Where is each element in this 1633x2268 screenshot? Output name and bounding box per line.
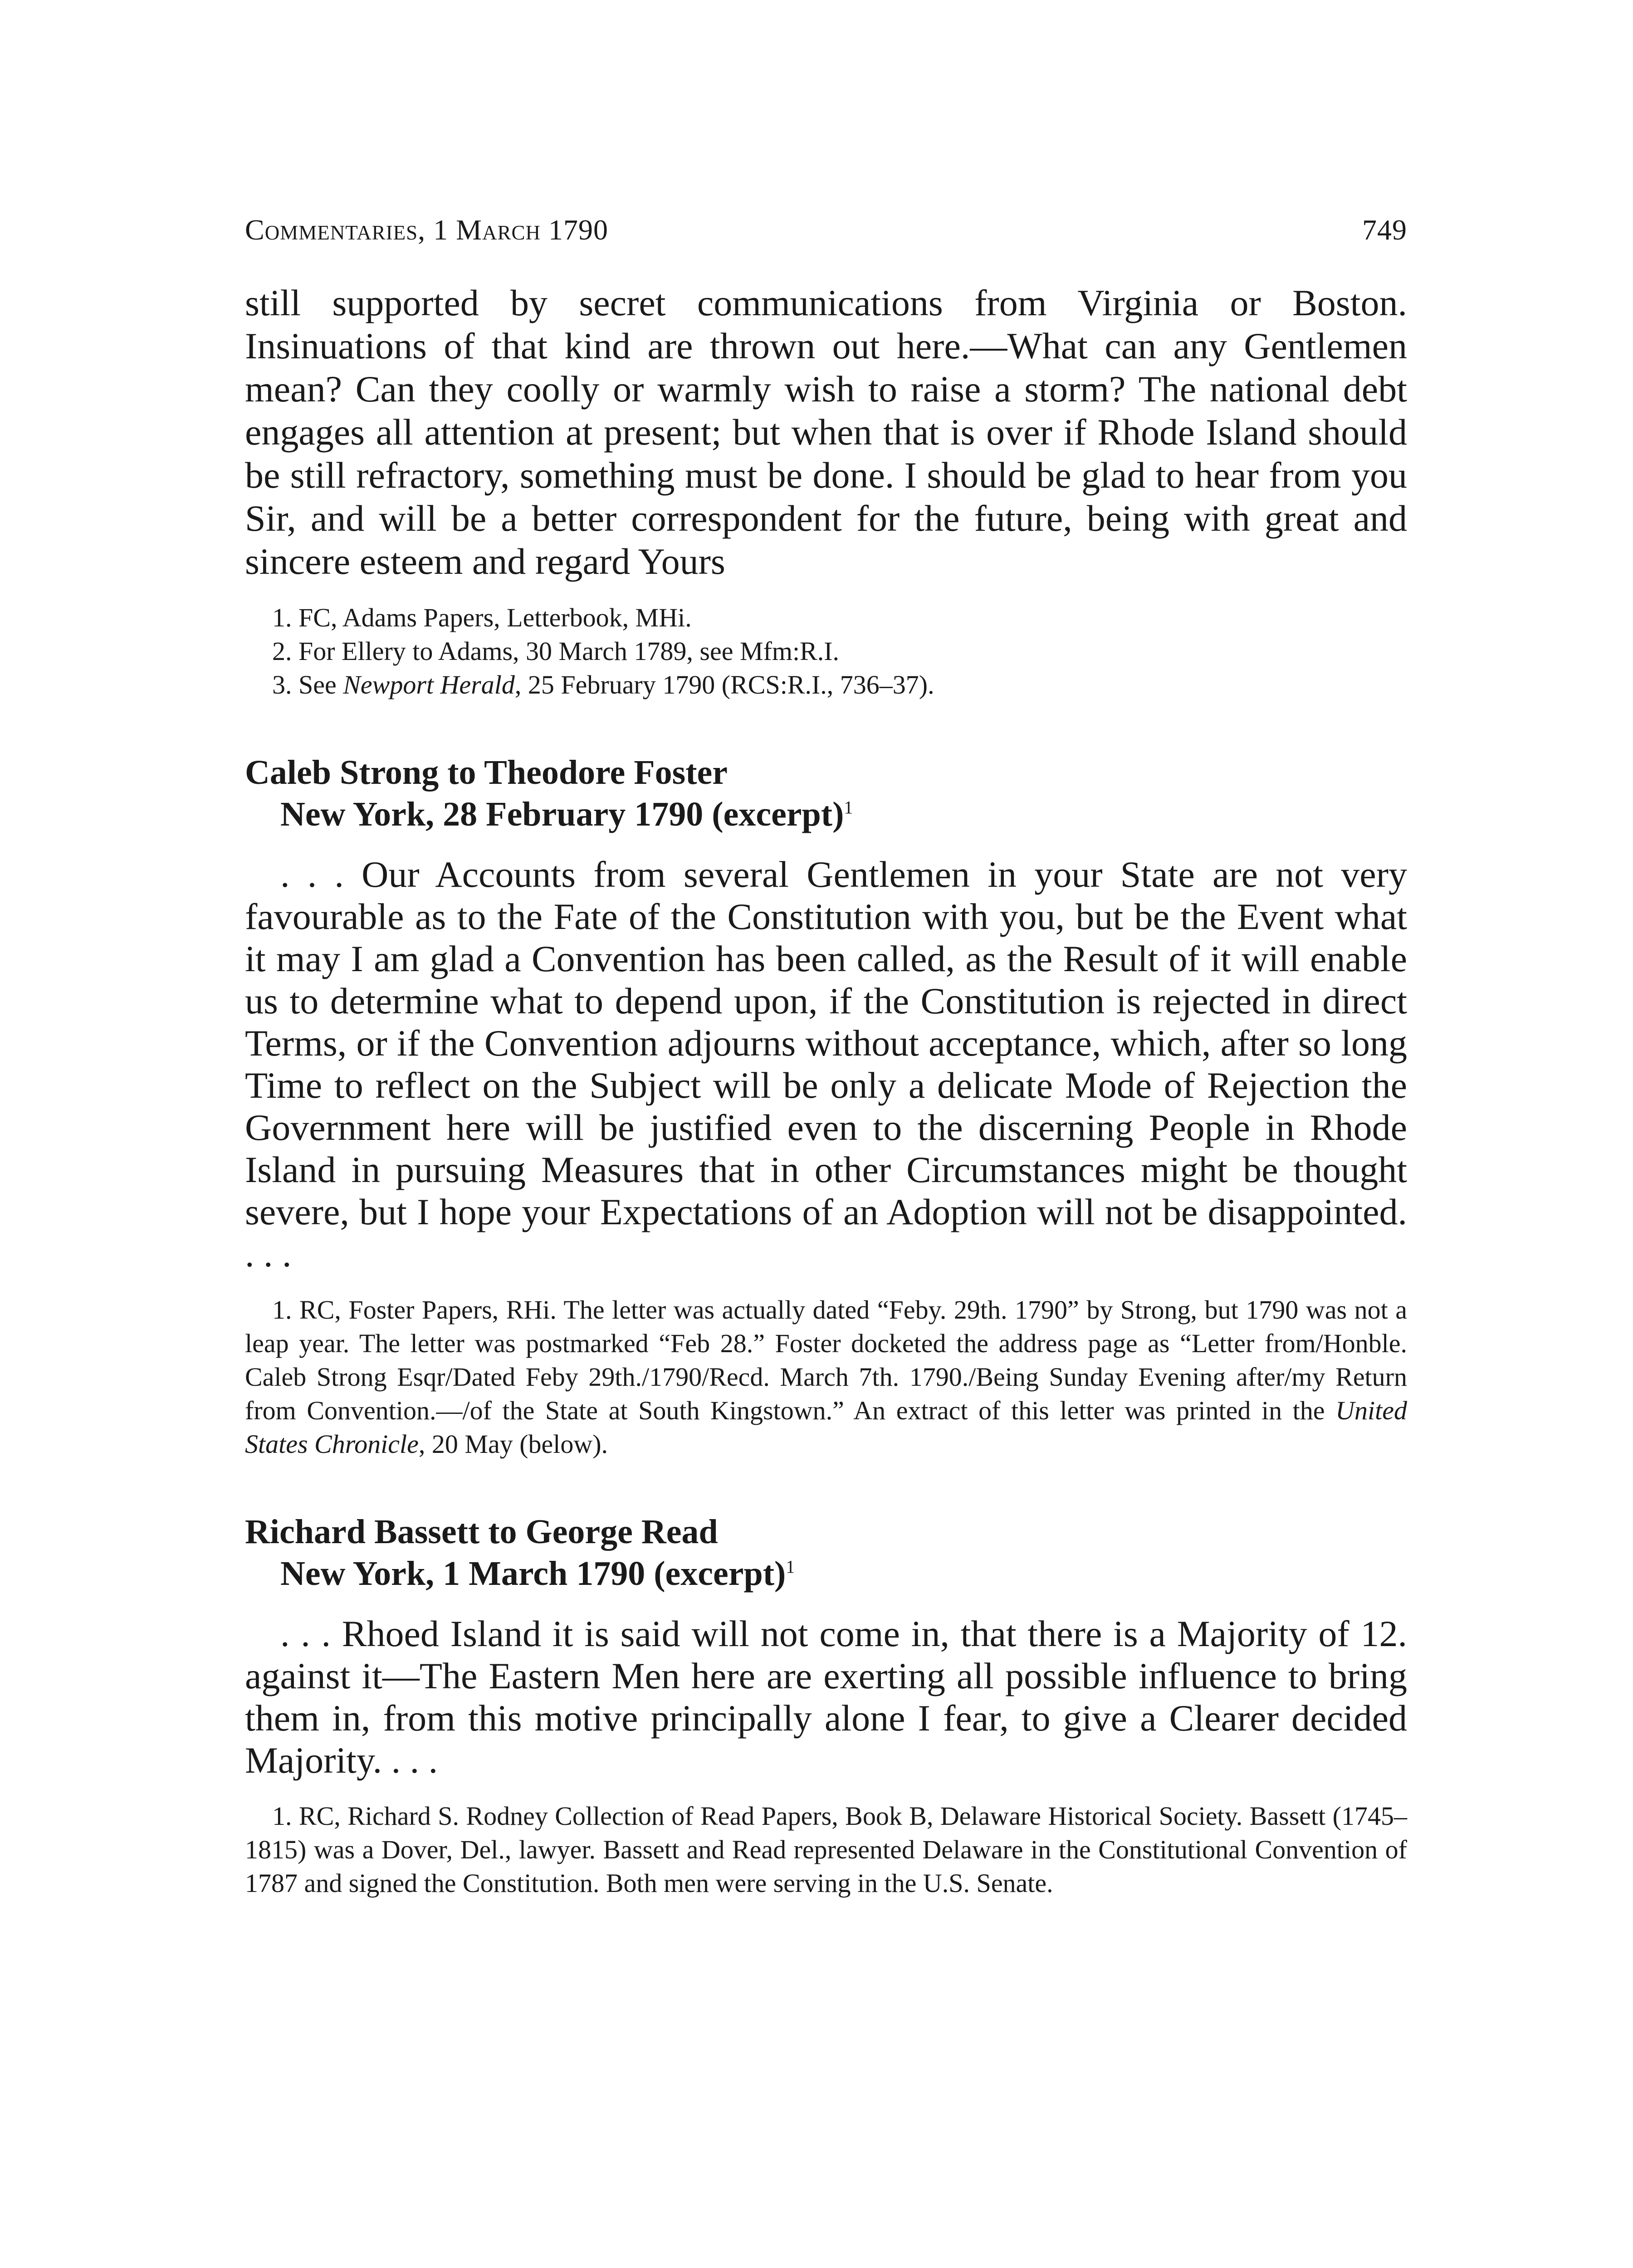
page-number: 749 (1362, 214, 1407, 246)
continued-letter-notes (245, 601, 1407, 702)
footnote: 1. RC, Richard S. Rodney Collection of Read Papers, Book B, Delaware Historical Society. Bassett (1745–1815) was a Dover, Del., lawyer. Bassett and Read represented Delaware in the Constitutional Convention of 1787 and signed the Constitution. Both men were serving in the U.S. Senate. (245, 1801, 1407, 1898)
running-head (245, 213, 1407, 263)
letter-heading-place-date-text: New York, 1 March 1790 (excerpt) (280, 1554, 786, 1593)
footnote-marker: 1 (786, 1556, 795, 1577)
footnote: 2. For Ellery to Adams, 30 March 1789, see Mfm:R.I. (272, 636, 840, 666)
letter-heading-correspondents: Caleb Strong to Theodore Foster (245, 753, 728, 792)
continued-letter-text: still supported by secret communications from Virginia or Boston. Insinuations of that kind are thrown out here.—What can any Gentlemen mean? Can they coolly or warmly wish to raise a storm? The national debt engages all attention at present; but when that is over if Rhode Island should be still refractory, something must be done. I should be glad to hear from you Sir, and will be a better correspondent for the future, being with great and sincere esteem and regard Yours (245, 282, 1407, 582)
footnote-text: 3. See (272, 670, 343, 699)
document-page (245, 213, 1407, 1900)
letter-heading (245, 1511, 1407, 1594)
letter-excerpt: . . . Our Accounts from several Gentlemen in your State are not very favourable as to the Fate of the Constitution with you, but be the Event what it may I am glad a Convention has been called, as the Result of it will enable us to determine what to depend upon, if the Constitution is rejected in direct Terms, or if the Convention adjourns without acceptance, which, after so long Time to reflect on the Subject will be only a delicate Mode of Rejection the Government here will be justified even to the discerning People in Rhode Island in pursuing Measures that in other Circumstances might be thought severe, but I hope your Expectations of an Adoption will not be disappointed. . . . (245, 854, 1407, 1275)
footnote-italic-title: Newport Herald (343, 670, 515, 699)
letter-heading-correspondents: Richard Bassett to George Read (245, 1513, 718, 1551)
footnote: 1. FC, Adams Papers, Letterbook, MHi. (272, 603, 692, 632)
footnote-italic-title: United States Chronicle (245, 1396, 1407, 1459)
footnote-marker: 1 (844, 797, 853, 818)
footnote (245, 1293, 1407, 1461)
footnote-text: , 25 February 1790 (RCS:R.I., 736–37). (514, 670, 934, 699)
footnote-text: , 20 May (below). (418, 1429, 608, 1459)
footnote (245, 668, 1407, 702)
footnote-text: 1. RC, Foster Papers, RHi. The letter was actually dated “Feby. 29th. 1790” by Strong, but 1790 was not a leap year. The letter was postmarked “Feb 28.” Foster docketed the address page as “Letter from/Honble. Caleb Strong Esqr/Dated Feby 29th./1790/Recd. March 7th. 1790./Being Sunday Evening after/my Return from Convention.—/of the State at South Kingstown.” An extract of this letter was printed in the (245, 1295, 1407, 1425)
letter-heading-place-date (245, 793, 1407, 835)
letter-excerpt: . . . Rhoed Island it is said will not come in, that there is a Majority of 12. against it—The Eastern Men here are exerting all possible influence to bring them in, from this motive principally alone I fear, to give a Clearer decided Majority. . . . (245, 1613, 1407, 1781)
letter-heading-place-date-text: New York, 28 February 1790 (excerpt) (280, 795, 844, 833)
running-head-title: Commentaries, 1 March 1790 (245, 214, 609, 246)
letter-heading-place-date (245, 1553, 1407, 1594)
letter-heading (245, 752, 1407, 835)
